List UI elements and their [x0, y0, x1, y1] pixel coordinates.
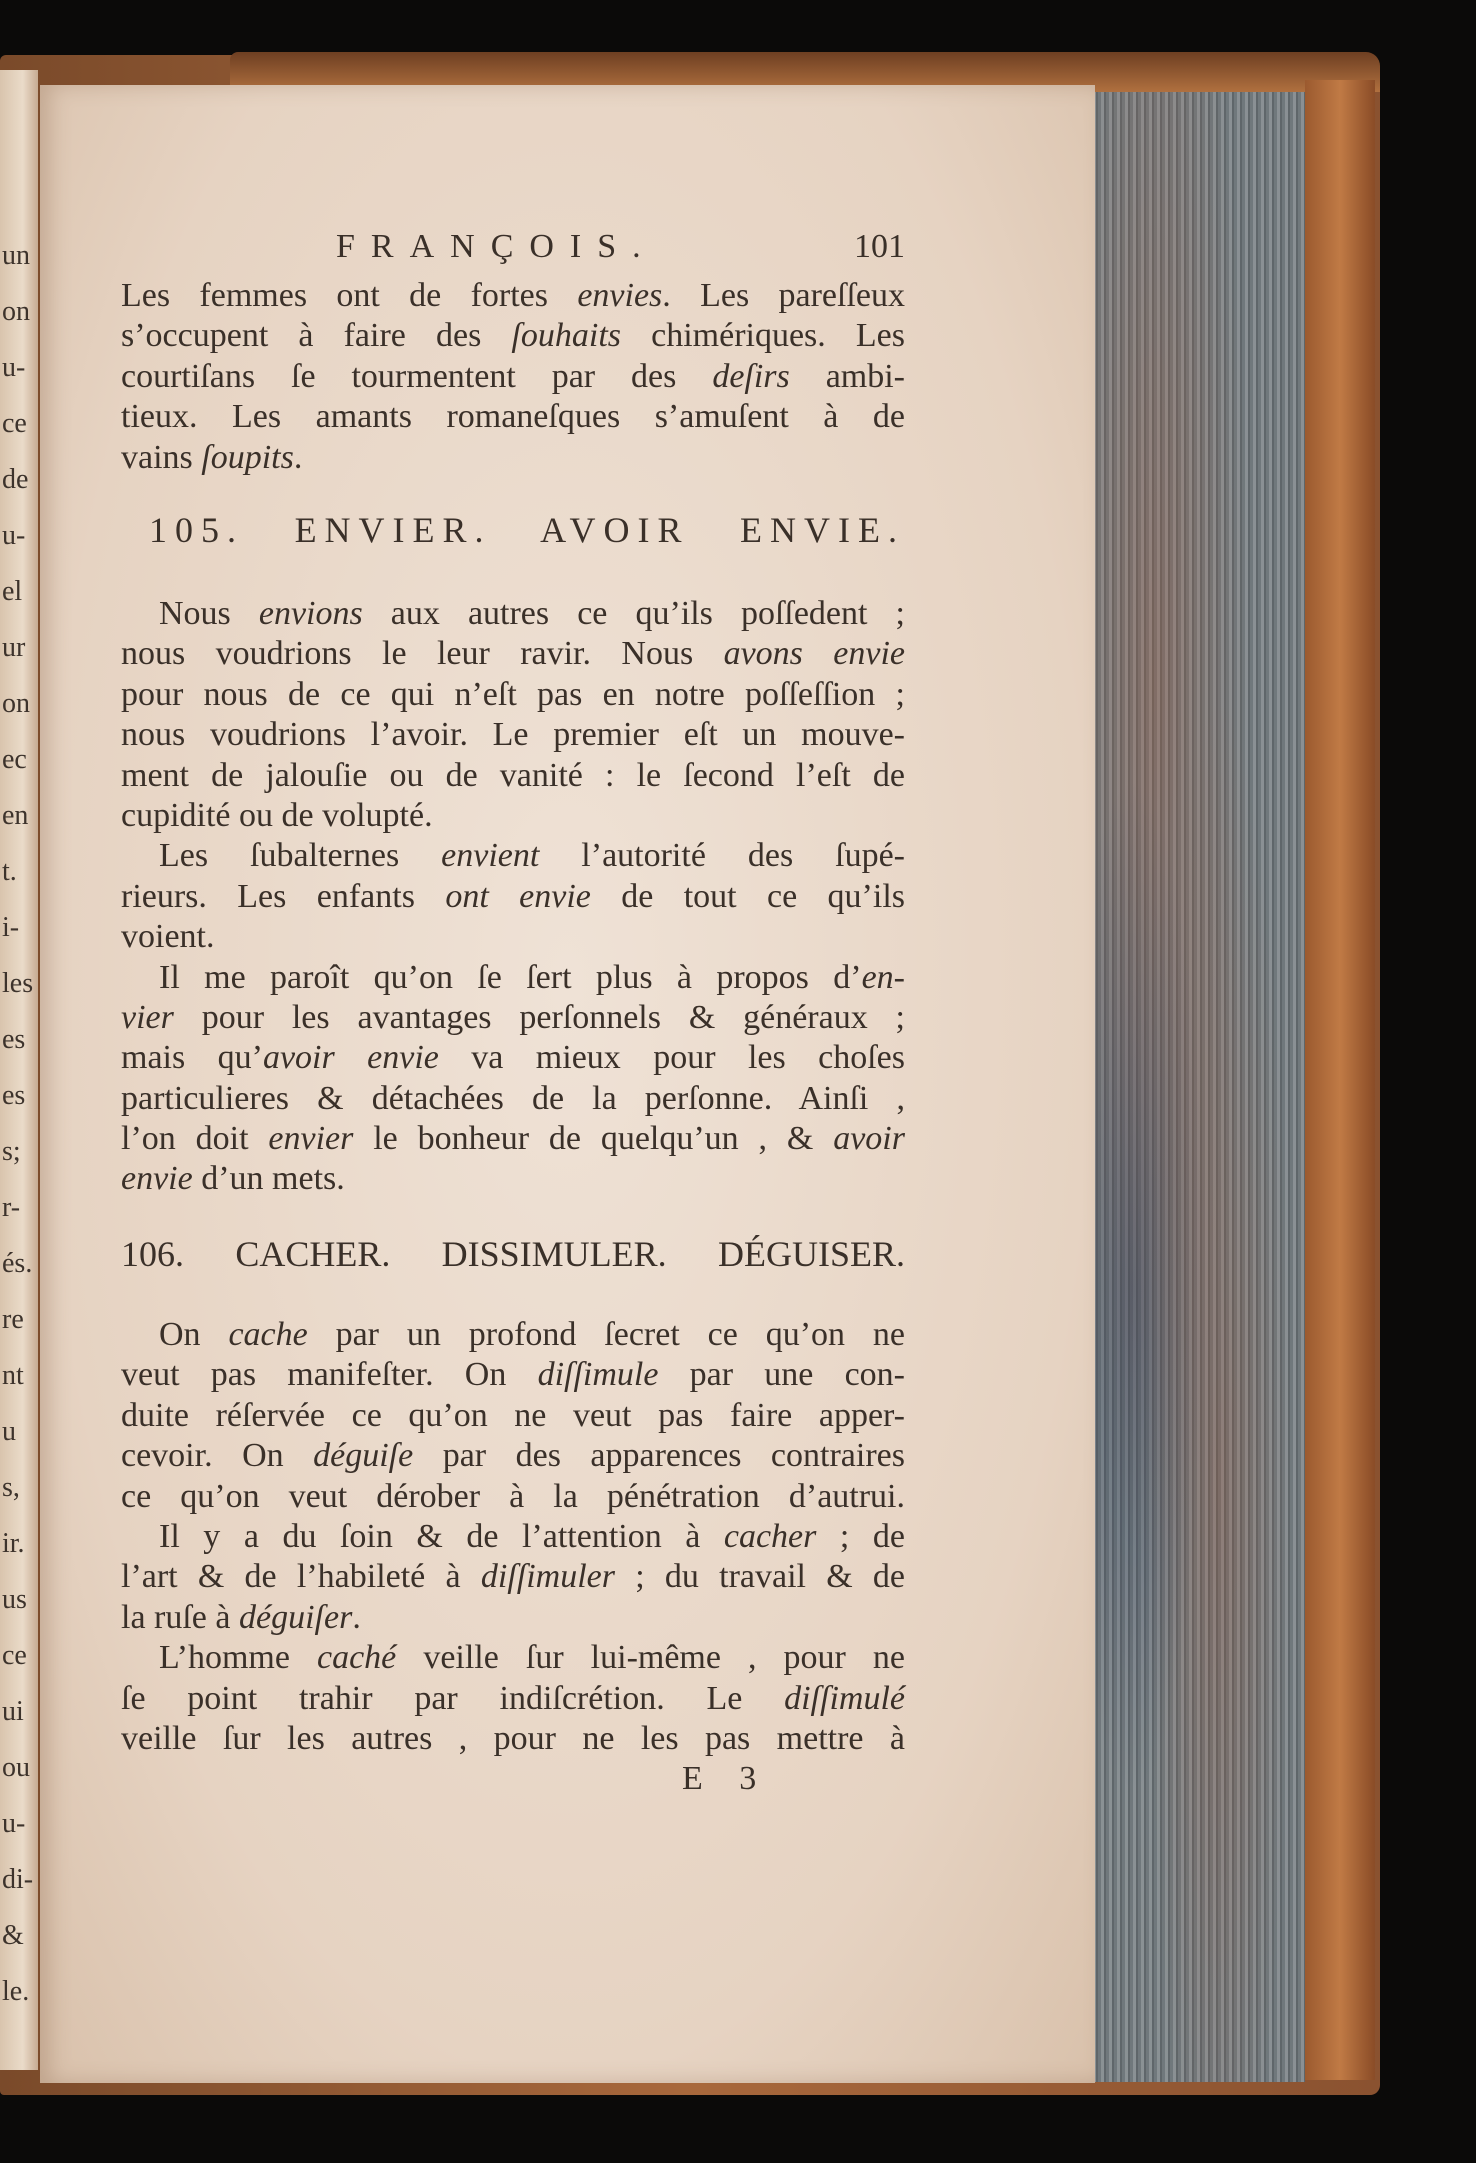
left-page-edge — [0, 70, 38, 2070]
italic-term: déguiſe — [313, 1437, 414, 1475]
text-run: Il me paroît qu’on ſe ſert plus à propos d’ — [159, 958, 862, 996]
text-line — [121, 998, 905, 1038]
italic-term: diſſimuler — [480, 1558, 615, 1596]
left-page-fragment: ce — [2, 1640, 27, 1671]
text-line — [121, 1436, 905, 1476]
section-heading-105: 105. ENVIER. AVOIR ENVIE. — [149, 510, 905, 550]
italic-term: ſoupits — [201, 438, 294, 476]
text-run: ; de — [816, 1517, 905, 1555]
italic-term: diſſimule — [537, 1356, 659, 1394]
left-page-fragment: de — [2, 464, 29, 495]
text-run: On — [159, 1316, 229, 1353]
left-page-fragment: ir. — [2, 1528, 25, 1559]
text-run: par une con- — [658, 1356, 905, 1394]
text-line — [121, 1355, 905, 1395]
text-run: pour nous de ce qui n’eſt pas en notre poſſeſſion ; — [121, 675, 905, 713]
book-cover-right-edge — [1305, 80, 1375, 2080]
italic-term: diſſimulé — [784, 1679, 905, 1717]
section-106-body — [121, 1315, 905, 1759]
left-page-fragment: le. — [2, 1976, 30, 2007]
text-line — [121, 1159, 905, 1199]
text-run: le bonheur de quelqu’un , & — [353, 1120, 834, 1158]
text-line — [121, 634, 905, 674]
italic-term: vier — [121, 998, 174, 1036]
italic-term: ont envie — [445, 877, 591, 915]
left-page-fragment: s, — [2, 1472, 20, 1503]
left-page-fragment: on — [2, 296, 30, 327]
italic-term: avoir envie — [262, 1039, 439, 1077]
text-run: va mieux pour les choſes — [438, 1039, 905, 1077]
italic-term: caché — [317, 1639, 397, 1677]
text-run: vains — [121, 438, 202, 476]
text-run: aux autres ce qu’ils poſſedent ; — [362, 595, 905, 632]
italic-term: envions — [258, 595, 363, 632]
text-line — [121, 756, 905, 796]
text-line — [121, 357, 905, 397]
text-run: Nous — [159, 595, 259, 632]
left-page-fragment: ur — [2, 632, 26, 663]
text-run: cevoir. On — [121, 1437, 314, 1475]
italic-term: avoir — [833, 1120, 905, 1158]
text-run: particulieres & détachées de la perſonne. Ainſi , — [121, 1079, 905, 1117]
italic-term: envie — [121, 1160, 193, 1198]
text-run: s’occupent à faire des — [121, 317, 512, 355]
left-page-fragment: t. — [2, 856, 17, 887]
text-line — [121, 1477, 905, 1517]
text-run: Il y a du ſoin & de l’attention à — [159, 1517, 724, 1555]
text-run: L’homme — [159, 1639, 317, 1677]
text-run: chimériques. Les — [621, 317, 905, 355]
text-run: ment de jalouſie ou de vanité : le ſecond l’eſt de — [121, 756, 905, 794]
left-page-fragment: ui — [2, 1696, 24, 1727]
text-run: Les ſubalternes — [159, 837, 442, 875]
left-page-fragment: u- — [2, 1808, 26, 1839]
left-page-fragment: el — [2, 576, 23, 607]
left-page-fragment: un — [2, 240, 30, 271]
text-line — [121, 1679, 905, 1719]
left-page-fragment: re — [2, 1304, 24, 1335]
left-page-fragment: es — [2, 1024, 26, 1055]
text-line — [121, 917, 905, 957]
left-page-fragment: és. — [2, 1248, 33, 1279]
text-run: par un profond ſecret ce qu’on ne — [307, 1316, 905, 1353]
text-line — [121, 1719, 905, 1759]
left-page-fragment: u — [2, 1416, 16, 1447]
text-line — [121, 316, 905, 356]
text-run: d’un mets. — [192, 1160, 345, 1198]
catchword-signature: E 3 — [682, 1760, 771, 1797]
left-page-fragment: on — [2, 688, 30, 719]
text-line — [121, 715, 905, 755]
left-page-fragment: ou — [2, 1752, 30, 1783]
italic-term: cacher — [723, 1517, 817, 1555]
text-line — [121, 836, 905, 876]
text-run: l’on doit — [121, 1120, 269, 1158]
text-run: par des apparences contraires — [413, 1437, 905, 1475]
italic-term: deſirs — [712, 357, 790, 395]
text-run: veille ſur lui-même , pour ne — [396, 1639, 906, 1677]
text-run: ce qu’on veut dérober à la pénétration d’autrui. — [121, 1477, 905, 1515]
italic-term: envies — [577, 277, 663, 314]
italic-term: en- — [861, 958, 905, 996]
italic-term: cache — [228, 1316, 308, 1353]
left-page-fragment: r- — [2, 1192, 21, 1223]
text-run: la ruſe à — [121, 1598, 239, 1636]
left-page-fragment: ec — [2, 744, 27, 775]
left-page-fragment: ce — [2, 408, 27, 439]
italic-term: avons envie — [723, 635, 905, 673]
left-page-fragment: s; — [2, 1136, 21, 1167]
text-line — [121, 1396, 905, 1436]
text-line — [121, 1315, 905, 1355]
left-page-fragment: u- — [2, 520, 26, 551]
text-line — [121, 1119, 905, 1159]
text-run: ſe point trahir par indiſcrétion. Le — [121, 1679, 785, 1717]
text-run: courtiſans ſe tourmentent par des — [121, 357, 713, 395]
left-page-fragment: es — [2, 1080, 26, 1111]
text-run: de tout ce qu’ils — [590, 877, 905, 915]
left-page-fragment: en — [2, 800, 29, 831]
left-page-fragment: nt — [2, 1360, 24, 1391]
left-page-fragment: les — [2, 968, 34, 999]
text-run: . — [352, 1598, 361, 1636]
text-line — [121, 1638, 905, 1678]
text-run: pour les avantages perſonnels & généraux ; — [173, 998, 905, 1036]
section-heading-106: 106. CACHER. DISSIMULER. DÉGUISER. — [121, 1234, 905, 1274]
marbled-fore-edge — [1090, 92, 1305, 2082]
page-number: 101 — [854, 228, 905, 265]
italic-term: envient — [441, 837, 540, 875]
text-line — [121, 276, 905, 316]
text-line — [121, 796, 905, 836]
left-page-fragment: & — [2, 1920, 24, 1951]
text-run: nous voudrions l’avoir. Le premier eſt un mouve- — [121, 716, 905, 754]
text-run: tieux. Les amants romaneſques s’amuſent à de — [121, 398, 905, 436]
text-line — [121, 1557, 905, 1597]
text-run: . Les pareſſeux — [662, 277, 905, 314]
left-page-fragment: di- — [2, 1864, 34, 1895]
text-line — [121, 1079, 905, 1119]
intro-paragraph — [121, 276, 905, 478]
text-run: veille ſur les autres , pour ne les pas mettre à — [121, 1719, 905, 1757]
italic-term: ſouhaits — [511, 317, 621, 355]
text-line — [121, 438, 905, 478]
text-run: l’art & de l’habileté à — [121, 1558, 481, 1596]
text-run: ; du travail & de — [614, 1558, 906, 1596]
left-page-fragment: us — [2, 1584, 27, 1615]
text-line — [121, 675, 905, 715]
section-105-body — [121, 594, 905, 1200]
text-run: veut pas manifeſter. On — [121, 1356, 538, 1394]
text-line — [121, 397, 905, 437]
running-head-title: FRANÇOIS. — [336, 228, 657, 265]
text-line — [121, 877, 905, 917]
text-run: nous voudrions le leur ravir. Nous — [121, 635, 724, 673]
text-line — [121, 1598, 905, 1638]
text-run: mais qu’ — [121, 1039, 263, 1077]
text-run: . — [293, 438, 303, 476]
text-run: ambi- — [789, 357, 906, 395]
text-run: voient. — [121, 918, 215, 956]
text-run: duite réſervée ce qu’on ne veut pas faire apper- — [121, 1396, 905, 1434]
text-run: l’autorité des ſupé- — [539, 837, 905, 875]
text-run: rieurs. Les enfants — [121, 877, 446, 915]
text-run: Les femmes ont de fortes — [121, 277, 578, 314]
italic-term: envier — [268, 1120, 354, 1158]
left-page-fragment: i- — [2, 912, 20, 943]
text-run: cupidité ou de volupté. — [121, 796, 433, 834]
text-line — [121, 1038, 905, 1078]
left-page-fragment: u- — [2, 352, 26, 383]
italic-term: déguiſer — [239, 1598, 353, 1636]
text-line — [121, 958, 905, 998]
text-line — [121, 594, 905, 634]
text-line — [121, 1517, 905, 1557]
